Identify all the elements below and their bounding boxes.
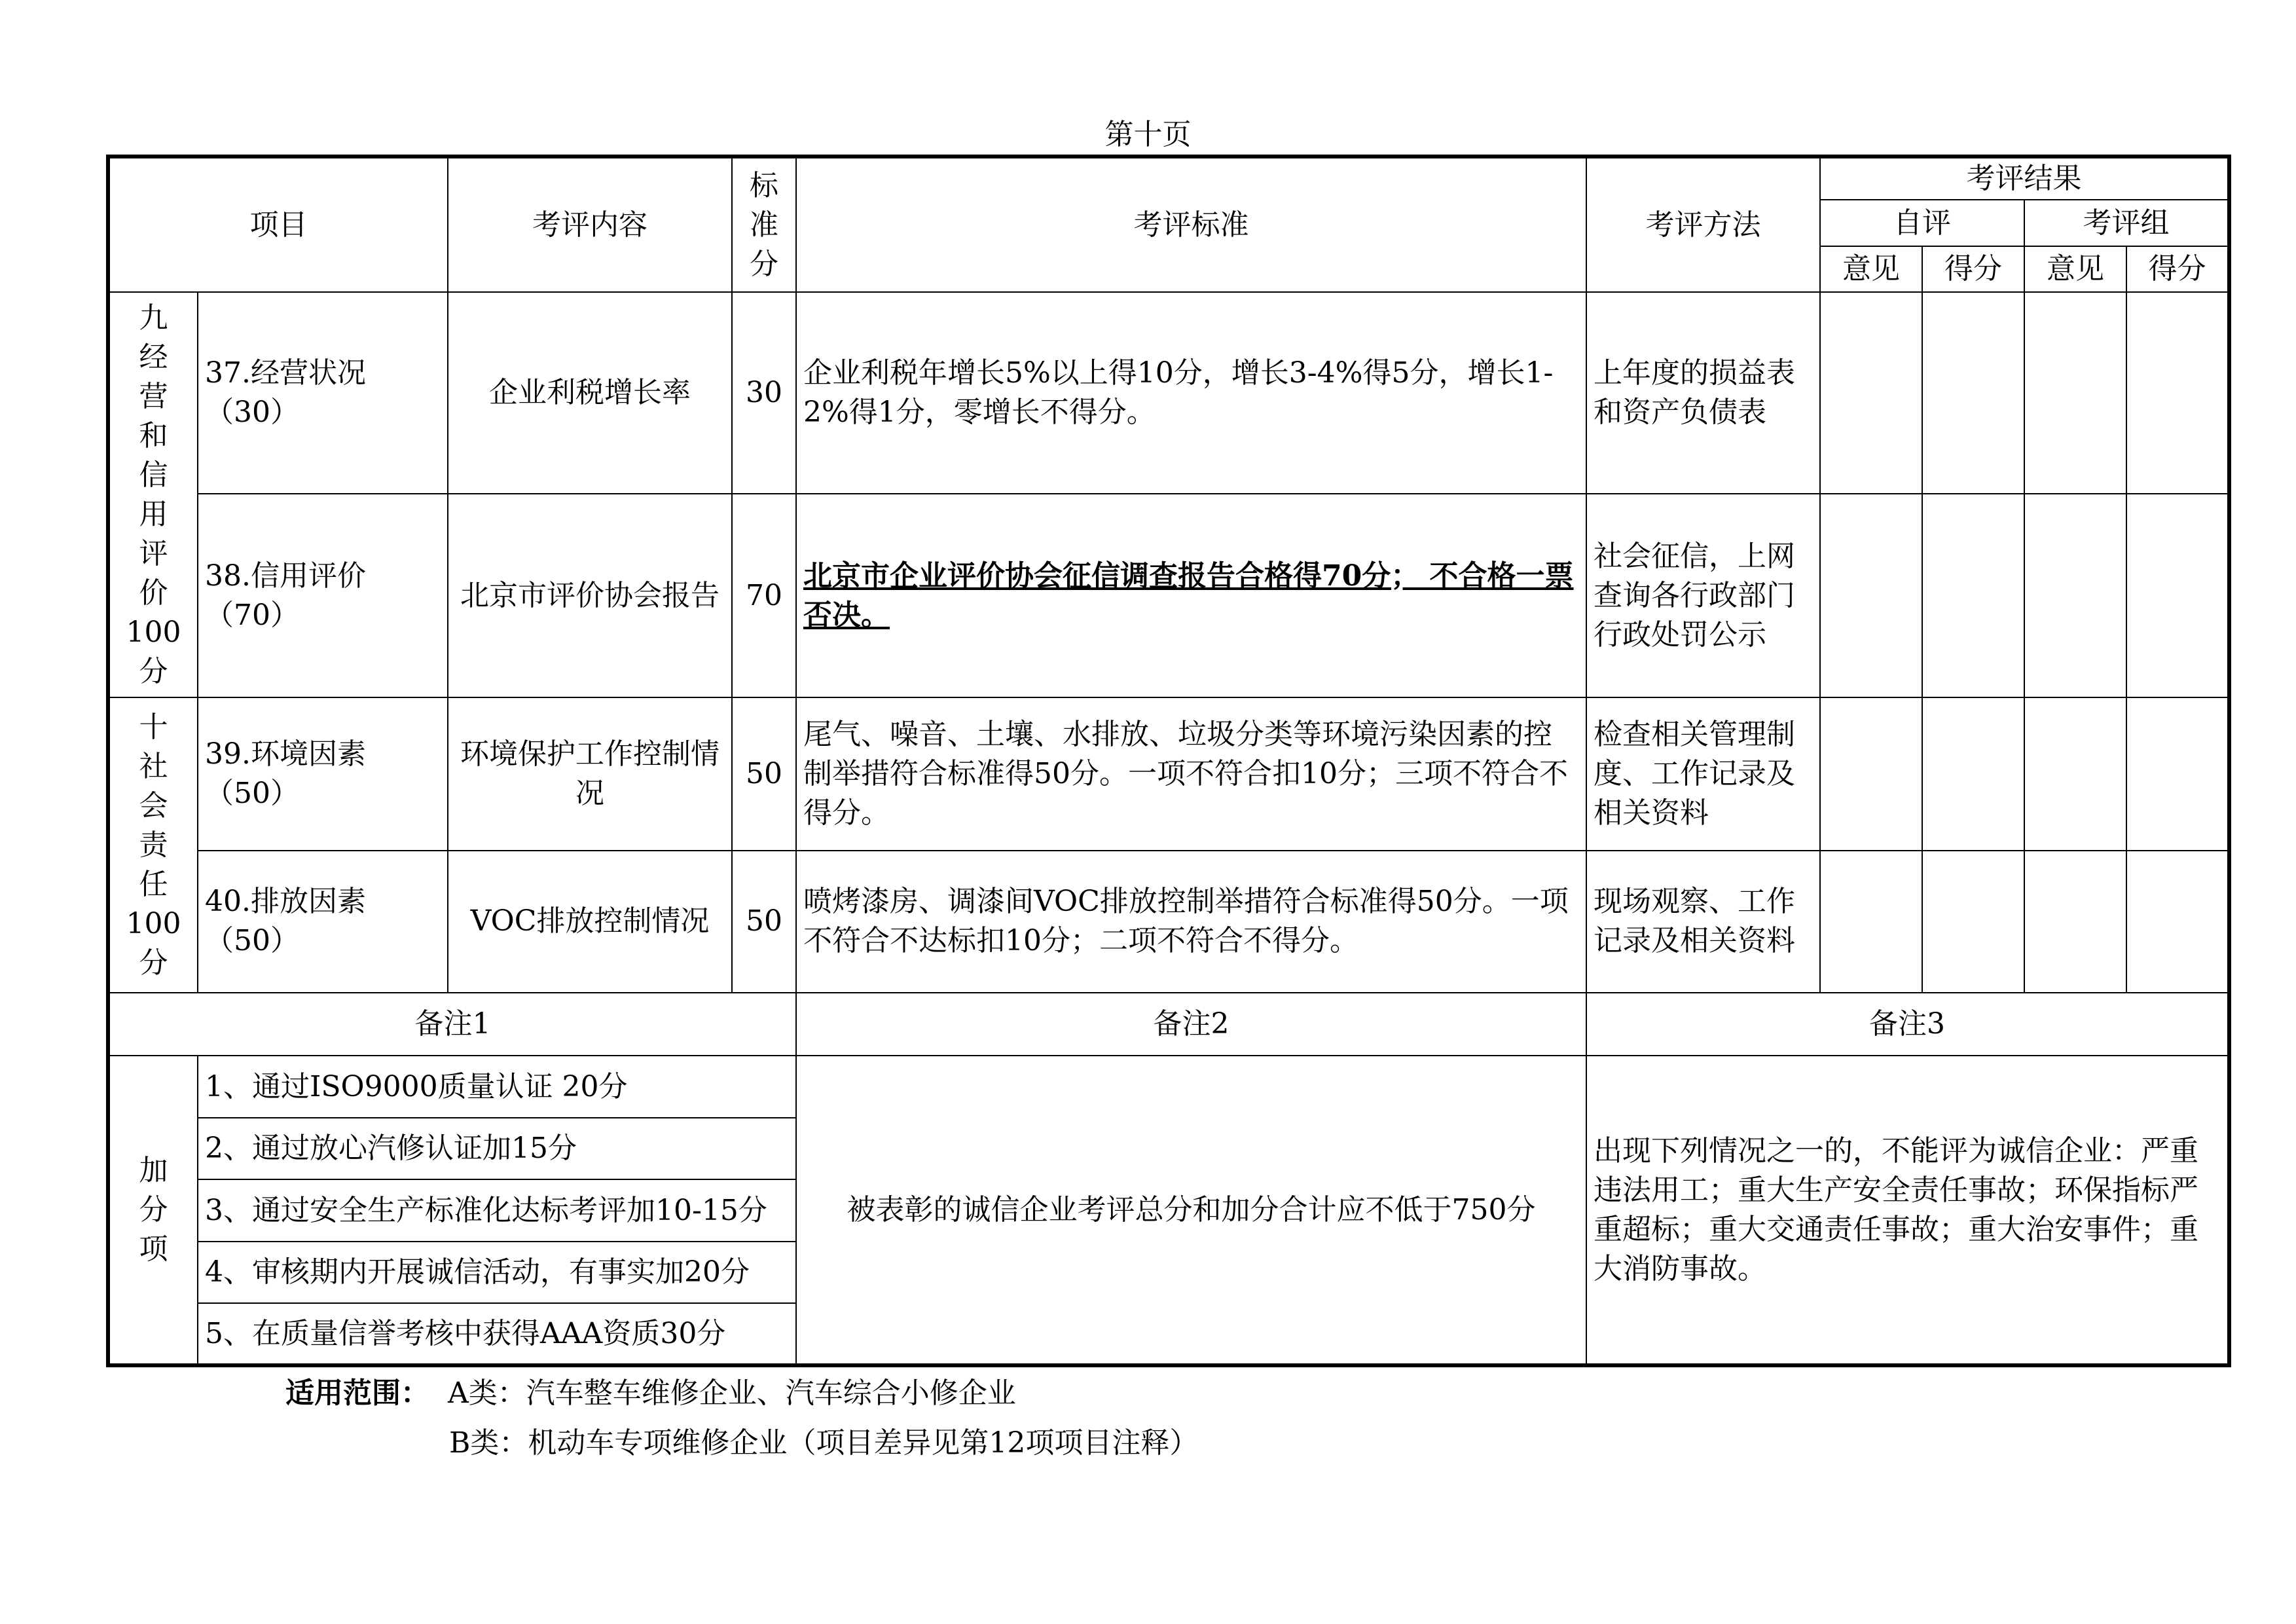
method-cell: 上年度的损益表和资产负债表 (1586, 292, 1820, 494)
header-self-opinion: 意见 (1820, 246, 1922, 292)
score-cell: 50 (732, 851, 796, 993)
self-opinion-cell (1820, 292, 1922, 494)
item-cell: 39.环境因素（50） (198, 697, 448, 850)
scope-a: A类：汽车整车维修企业、汽车综合小修企业 (447, 1376, 1016, 1410)
panel-opinion-cell (2024, 292, 2126, 494)
criteria-cell: 企业利税年增长5%以上得10分，增长3-4%得5分，增长1-2%得1分，零增长不得分。 (796, 292, 1586, 494)
score-cell: 70 (732, 494, 796, 698)
content-cell: 环境保护工作控制情况 (448, 697, 732, 850)
self-score-cell (1922, 494, 2024, 698)
panel-opinion-cell (2024, 851, 2126, 993)
panel-opinion-cell (2024, 494, 2126, 698)
header-panel-eval: 考评组 (2024, 200, 2229, 246)
list-item (108, 1056, 2229, 1118)
header-method: 考评方法 (1586, 157, 1820, 292)
content-cell: 北京市评价协会报告 (448, 494, 732, 698)
panel-opinion-cell (2024, 697, 2126, 850)
panel-score-cell (2126, 851, 2229, 993)
note1-header: 备注1 (108, 993, 796, 1056)
notes-header-row (108, 993, 2229, 1056)
table-row (108, 851, 2229, 993)
item-cell: 38.信用评价（70） (198, 494, 448, 698)
header-standard-score: 标 准 分 (732, 157, 796, 292)
criteria-cell: 北京市企业评价协会征信调查报告合格得70分； 不合格一票否决。 (796, 494, 1586, 698)
scope-label: 适用范围： (285, 1376, 429, 1410)
evaluation-table (106, 155, 2231, 1367)
header-self-score: 得分 (1922, 246, 2024, 292)
header-criteria: 考评标准 (796, 157, 1586, 292)
content-cell: 企业利税增长率 (448, 292, 732, 494)
score-cell: 30 (732, 292, 796, 494)
self-score-cell (1922, 292, 2024, 494)
category-label: 十 社 会 责 任 100 分 (108, 697, 198, 992)
item-cell: 37.经营状况（30） (198, 292, 448, 494)
method-cell: 现场观察、工作记录及相关资料 (1586, 851, 1820, 993)
self-score-cell (1922, 697, 2024, 850)
score-cell: 50 (732, 697, 796, 850)
criteria-cell: 喷烤漆房、调漆间VOC排放控制举措符合标准得50分。一项不符合不达标扣10分；二项不符合不得分。 (796, 851, 1586, 993)
note2-header: 备注2 (796, 993, 1586, 1056)
note3-text: 出现下列情况之一的，不能评为诚信企业：严重违法用工；重大生产安全责任事故；环保指标严重超标；重大交通责任事故；重大治安事件；重大消防事故。 (1586, 1056, 2229, 1365)
page-title: 第十页 (1104, 118, 1192, 151)
method-cell: 社会征信，上网查询各行政部门行政处罚公示 (1586, 494, 1820, 698)
header-panel-score: 得分 (2126, 246, 2229, 292)
criteria-cell: 尾气、噪音、土壤、水排放、垃圾分类等环境污染因素的控制举措符合标准得50分。一项不符合扣10分；三项不符合不得分。 (796, 697, 1586, 850)
header-self-eval: 自评 (1820, 200, 2024, 246)
table-row (108, 697, 2229, 850)
scope-b: B类：机动车专项维修企业（项目差异见第12项项目注释） (449, 1426, 1199, 1460)
self-opinion-cell (1820, 697, 1922, 850)
panel-score-cell (2126, 292, 2229, 494)
panel-score-cell (2126, 494, 2229, 698)
header-item: 项目 (108, 157, 448, 292)
self-opinion-cell (1820, 851, 1922, 993)
bonus-item: 5、在质量信誉考核中获得AAA资质30分 (198, 1303, 796, 1365)
method-cell: 检查相关管理制度、工作记录及相关资料 (1586, 697, 1820, 850)
self-score-cell (1922, 851, 2024, 993)
table-row (108, 292, 2229, 494)
content-cell: VOC排放控制情况 (448, 851, 732, 993)
scope-line-a (285, 1373, 1016, 1414)
header-panel-opinion: 意见 (2024, 246, 2126, 292)
header-row-1 (108, 157, 2229, 200)
note3-header: 备注3 (1586, 993, 2229, 1056)
item-cell: 40.排放因素（50） (198, 851, 448, 993)
category-label: 九 经 营 和 信 用 评 价 100 分 (108, 292, 198, 697)
bonus-item: 2、通过放心汽修认证加15分 (198, 1118, 796, 1180)
bonus-item: 1、通过ISO9000质量认证 20分 (198, 1056, 796, 1118)
bonus-label: 加 分 项 (108, 1056, 198, 1365)
bonus-item: 4、审核期内开展诚信活动，有事实加20分 (198, 1242, 796, 1304)
note2-text: 被表彰的诚信企业考评总分和加分合计应不低于750分 (796, 1056, 1586, 1365)
scope-line-b (449, 1422, 1198, 1464)
header-content: 考评内容 (448, 157, 732, 292)
bonus-item: 3、通过安全生产标准化达标考评加10-15分 (198, 1179, 796, 1242)
table-row (108, 494, 2229, 698)
self-opinion-cell (1820, 494, 1922, 698)
panel-score-cell (2126, 697, 2229, 850)
header-result: 考评结果 (1820, 157, 2229, 200)
